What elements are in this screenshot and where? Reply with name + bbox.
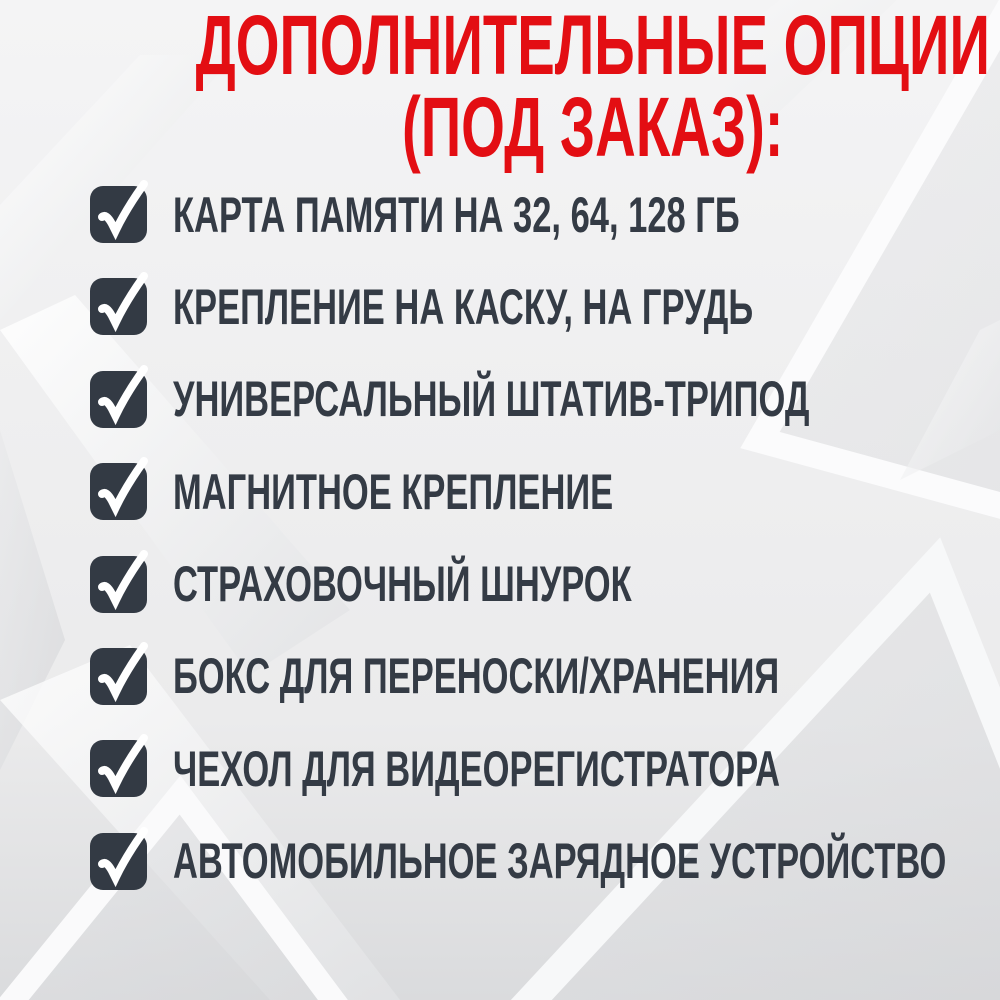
checkmark-icon xyxy=(90,463,147,520)
title-line-1: ДОПОЛНИТЕЛЬНЫЕ ОПЦИИ xyxy=(195,0,990,92)
option-label: УНИВЕРСАЛЬНЫЙ ШТАТИВ-ТРИПОД xyxy=(173,371,810,428)
title-line-2: (ПОД ЗАКАЗ): xyxy=(401,80,784,175)
list-item xyxy=(90,186,1000,243)
list-item xyxy=(90,556,1000,613)
list-item xyxy=(90,833,1000,890)
option-label: СТРАХОВОЧНЫЙ ШНУРОК xyxy=(173,556,632,613)
list-item xyxy=(90,740,1000,797)
checkmark-icon xyxy=(90,740,147,797)
option-label: АВТОМОБИЛЬНОЕ ЗАРЯДНОЕ УСТРОЙСТВО xyxy=(173,833,947,890)
checkmark-icon xyxy=(90,648,147,705)
checkmark-icon xyxy=(90,556,147,613)
banner-title xyxy=(0,0,1000,175)
option-label: КАРТА ПАМЯТИ НА 32, 64, 128 ГБ xyxy=(173,186,740,243)
list-item xyxy=(90,371,1000,428)
option-label: ЧЕХОЛ ДЛЯ ВИДЕОРЕГИСТРАТОРА xyxy=(173,740,781,797)
checkmark-icon xyxy=(90,371,147,428)
checkmark-icon xyxy=(90,186,147,243)
checkmark-icon xyxy=(90,278,147,335)
option-label: МАГНИТНОЕ КРЕПЛЕНИЕ xyxy=(173,463,614,520)
option-label: БОКС ДЛЯ ПЕРЕНОСКИ/ХРАНЕНИЯ xyxy=(173,648,780,705)
checkmark-icon xyxy=(90,833,147,890)
options-list xyxy=(90,186,1000,890)
list-item xyxy=(90,648,1000,705)
list-item xyxy=(90,463,1000,520)
list-item xyxy=(90,278,1000,335)
option-label: КРЕПЛЕНИЕ НА КАСКУ, НА ГРУДЬ xyxy=(173,278,754,335)
